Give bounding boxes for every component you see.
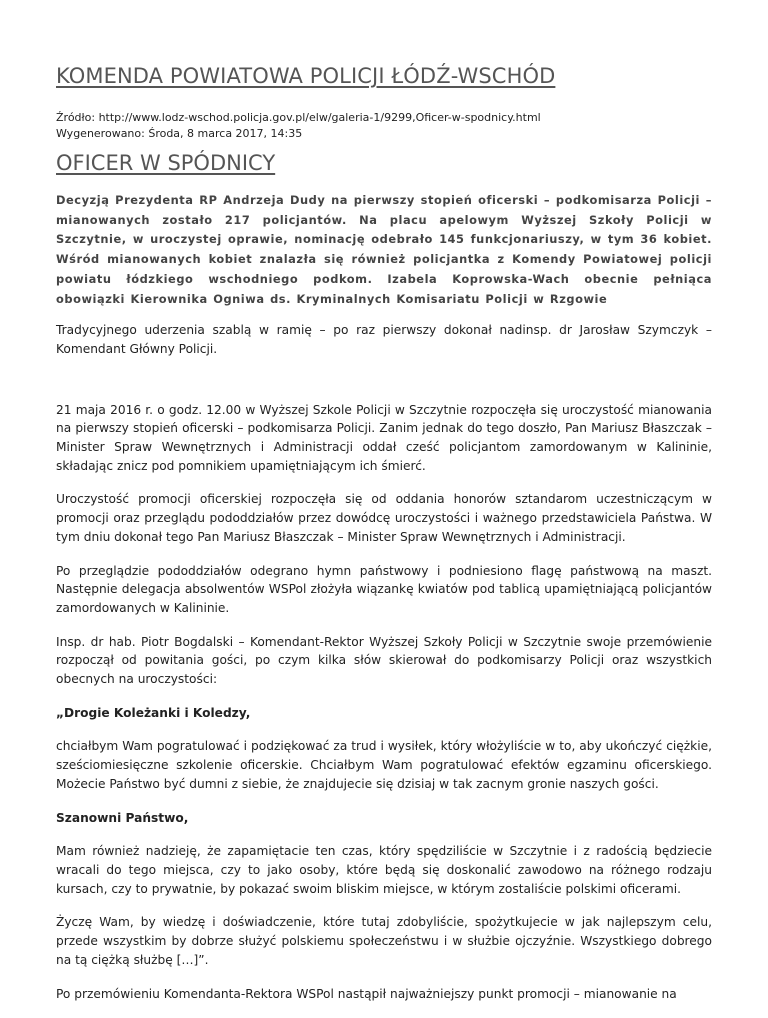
- paragraph-11: Po przemówieniu Komendanta-Rektora WSPol nastąpił najważniejszy punkt promocji – mianowanie na: [56, 986, 677, 1001]
- paragraph-spacer: [56, 374, 712, 401]
- article-body: [56, 191, 712, 1018]
- paragraph-1: Tradycyjnego uderzenia szablą w ramię – po raz pierwszy dokonał nadinsp. dr Jarosław Szymczyk – Komendant Główny Policji.: [56, 323, 712, 356]
- site-title: KOMENDA POWIATOWA POLICJI ŁÓDŹ-WSCHÓD: [56, 64, 556, 88]
- paragraph-5: Insp. dr hab. Piotr Bogdalski – Komendant-Rektor Wyższej Szkoły Policji w Szczytnie swoje przemówienie rozpoczął od powitania gości, po czym kilka słów skierował do podkomisarzy Policji oraz wszystkich obecnych na uroczystości:: [56, 634, 712, 687]
- paragraph-9: Mam również nadzieję, że zapamiętacie ten czas, który spędziliście w Szczytnie i z radością będziecie wracali do tego miejsca, czy to jako osoby, które będą się doskonalić zawodowo na różnego rodzaju kursach, czy to prywatnie, by pokazać swoim bliskim miejsce, w którym zostaliście polskimi oficerami.: [56, 844, 712, 896]
- source-line: Źródło: http://www.lodz-wschod.policja.gov.pl/elw/galeria-1/9299,Oficer-w-spodnicy.html: [56, 111, 541, 124]
- article-lead: Decyzją Prezydenta RP Andrzeja Dudy na pierwszy stopień oficerski – podkomisarza Policji – mianowanych zostało 217 policjantów. Na placu apelowym Wyższej Szkoły Policji w Szczytnie, w uroczystej oprawie, nominację odebrało 145 funkcjonariuszy, w tym 36 kobiet. Wśród mianowanych kobiet znalazła się również policjantka z Komendy Powiatowej policji powiatu łódzkiego wschodniego podkom. Izabela Koprowska-Wach obecnie pełniąca obowiązki Kierownika Ogniwa ds. Kryminalnych Komisariatu Policji w Rzgowie: [56, 193, 712, 306]
- paragraph-10: Życzę Wam, by wiedzę i doświadczenie, które tutaj zdobyliście, spożytkujecie w jak najlepszym celu, przede wszystkim by dobrze służyć polskiemu społeczeństwu i w służbie ojczyźnie. Wszystkiego dobrego na tą ciężką służbę […]”.: [56, 915, 712, 967]
- generated-line: Wygenerowano: Środa, 8 marca 2017, 14:35: [56, 127, 303, 140]
- speech-greeting: „Drogie Koleżanki i Koledzy,: [56, 705, 251, 720]
- speech-salutation: Szanowni Państwo,: [56, 810, 189, 825]
- paragraph-7: chciałbym Wam pogratulować i podziękować za trud i wysiłek, który włożyliście w to, aby ukończyć ciężkie, sześciomiesięczne szkolenie oficerskie. Chciałbym Wam pogratulować efektów egzaminu oficerskiego. Możecie Państwo być dumni z siebie, że znajdujecie się dzisiaj w tak zacnym gronie naszych gości.: [56, 739, 712, 791]
- document-meta: [56, 110, 541, 142]
- article-title: OFICER W SPÓDNICY: [56, 151, 276, 175]
- paragraph-2: 21 maja 2016 r. o godz. 12.00 w Wyższej Szkole Policji w Szczytnie rozpoczęła się uroczystość mianowania na pierwszy stopień oficerski – podkomisarza Policji. Zanim jednak do tego doszło, Pan Mariusz Błaszczak – Minister Spraw Wewnętrznych i Administracji oddał cześć policjantom zamordowanym w Kalininie, składając znicz pod pomnikiem upamiętniającym ich śmierć.: [56, 402, 712, 473]
- paragraph-3: Uroczystość promocji oficerskiej rozpoczęła się od oddania honorów sztandarom uczestniczącym w promocji oraz przeglądu pododdziałów przez dowódcę uroczystości i ważnego przedstawiciela Państwa. W tym dniu dokonał tego Pan Mariusz Błaszczak – Minister Spraw Wewnętrznych i Administracji.: [56, 492, 712, 544]
- paragraph-4: Po przeglądzie pododdziałów odegrano hymn państwowy i podniesiono flagę państwową na maszt. Następnie delegacja absolwentów WSPol złożyła wiązankę kwiatów pod tablicą upamiętniającą policjantów zamordowanych w Kalininie.: [56, 563, 712, 615]
